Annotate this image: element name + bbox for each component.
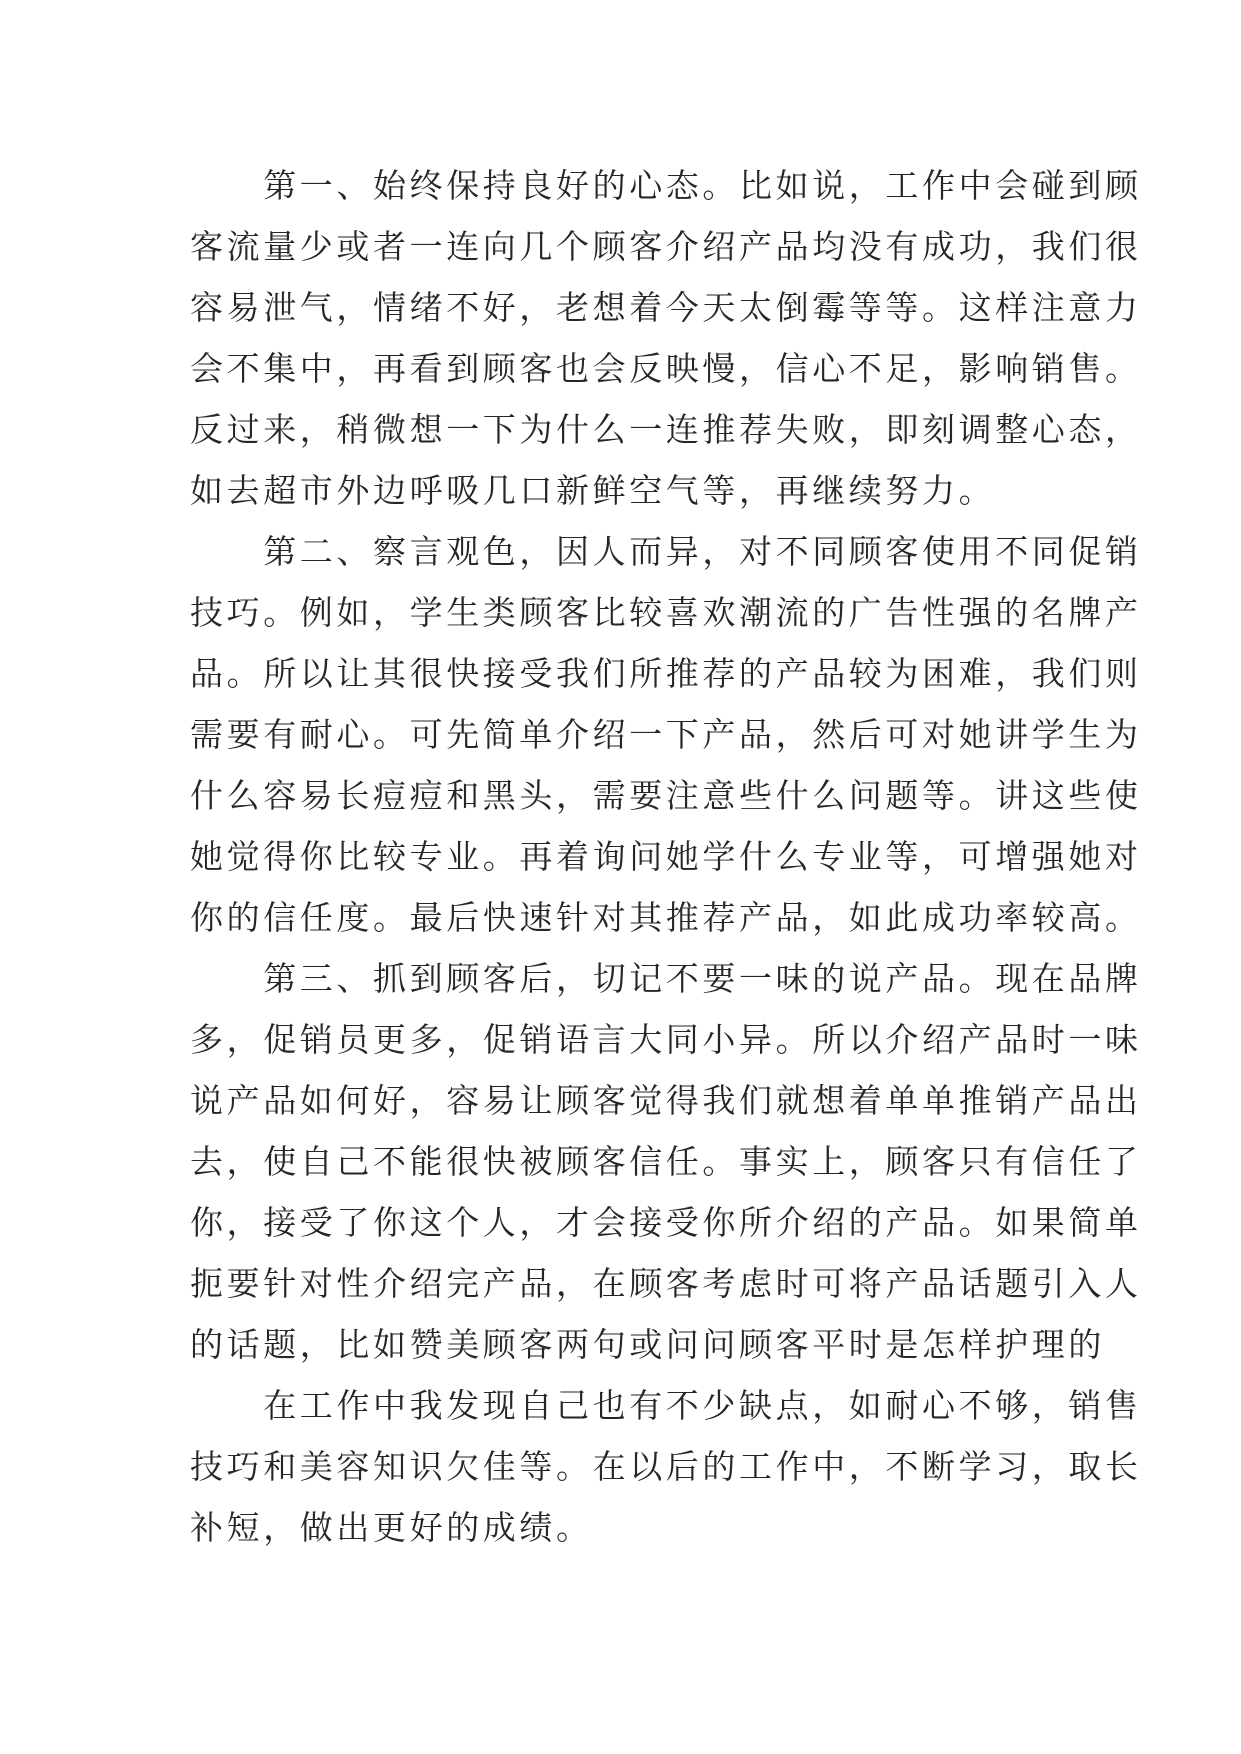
text-line: 补短，做出更好的成绩。 <box>190 1508 593 1547</box>
document-body <box>190 155 1142 1558</box>
text-line: 去，使自己不能很快被顾客信任。事实上，顾客只有信任了 <box>190 1142 1142 1181</box>
text-line: 的话题，比如赞美顾客两句或问问顾客平时是怎样护理的 <box>190 1325 1105 1364</box>
text-line: 会不集中，再看到顾客也会反映慢，信心不足，影响销售。 <box>190 349 1142 388</box>
text-line: 技巧和美容知识欠佳等。在以后的工作中，不断学习，取长 <box>190 1447 1142 1486</box>
text-line: 容易泄气，情绪不好，老想着今天太倒霉等等。这样注意力 <box>190 288 1142 327</box>
text-line: 第二、察言观色，因人而异，对不同顾客使用不同促销 <box>190 532 1142 571</box>
text-line: 需要有耐心。可先简单介绍一下产品，然后可对她讲学生为 <box>190 715 1142 754</box>
text-line: 你的信任度。最后快速针对其推荐产品，如此成功率较高。 <box>190 898 1142 937</box>
paragraph-4 <box>190 1375 1142 1558</box>
text-line: 你，接受了你这个人，才会接受你所介绍的产品。如果简单 <box>190 1203 1142 1242</box>
text-line: 扼要针对性介绍完产品，在顾客考虑时可将产品话题引入人 <box>190 1264 1142 1303</box>
paragraph-3 <box>190 948 1142 1375</box>
text-line: 说产品如何好，容易让顾客觉得我们就想着单单推销产品出 <box>190 1081 1142 1120</box>
text-line: 她觉得你比较专业。再着询问她学什么专业等，可增强她对 <box>190 837 1142 876</box>
text-line: 反过来，稍微想一下为什么一连推荐失败，即刻调整心态， <box>190 410 1142 449</box>
text-line: 客流量少或者一连向几个顾客介绍产品均没有成功，我们很 <box>190 227 1142 266</box>
text-line: 在工作中我发现自己也有不少缺点，如耐心不够，销售 <box>190 1386 1142 1425</box>
text-line: 什么容易长痘痘和黑头，需要注意些什么问题等。讲这些使 <box>190 776 1142 815</box>
text-line: 多，促销员更多，促销语言大同小异。所以介绍产品时一味 <box>190 1020 1142 1059</box>
text-line: 技巧。例如，学生类顾客比较喜欢潮流的广告性强的名牌产 <box>190 593 1142 632</box>
paragraph-1 <box>190 155 1142 521</box>
text-line: 品。所以让其很快接受我们所推荐的产品较为困难，我们则 <box>190 654 1142 693</box>
text-line: 如去超市外边呼吸几口新鲜空气等，再继续努力。 <box>190 471 996 510</box>
text-line: 第一、始终保持良好的心态。比如说，工作中会碰到顾 <box>190 166 1142 205</box>
paragraph-2 <box>190 521 1142 948</box>
text-line: 第三、抓到顾客后，切记不要一味的说产品。现在品牌 <box>190 959 1142 998</box>
